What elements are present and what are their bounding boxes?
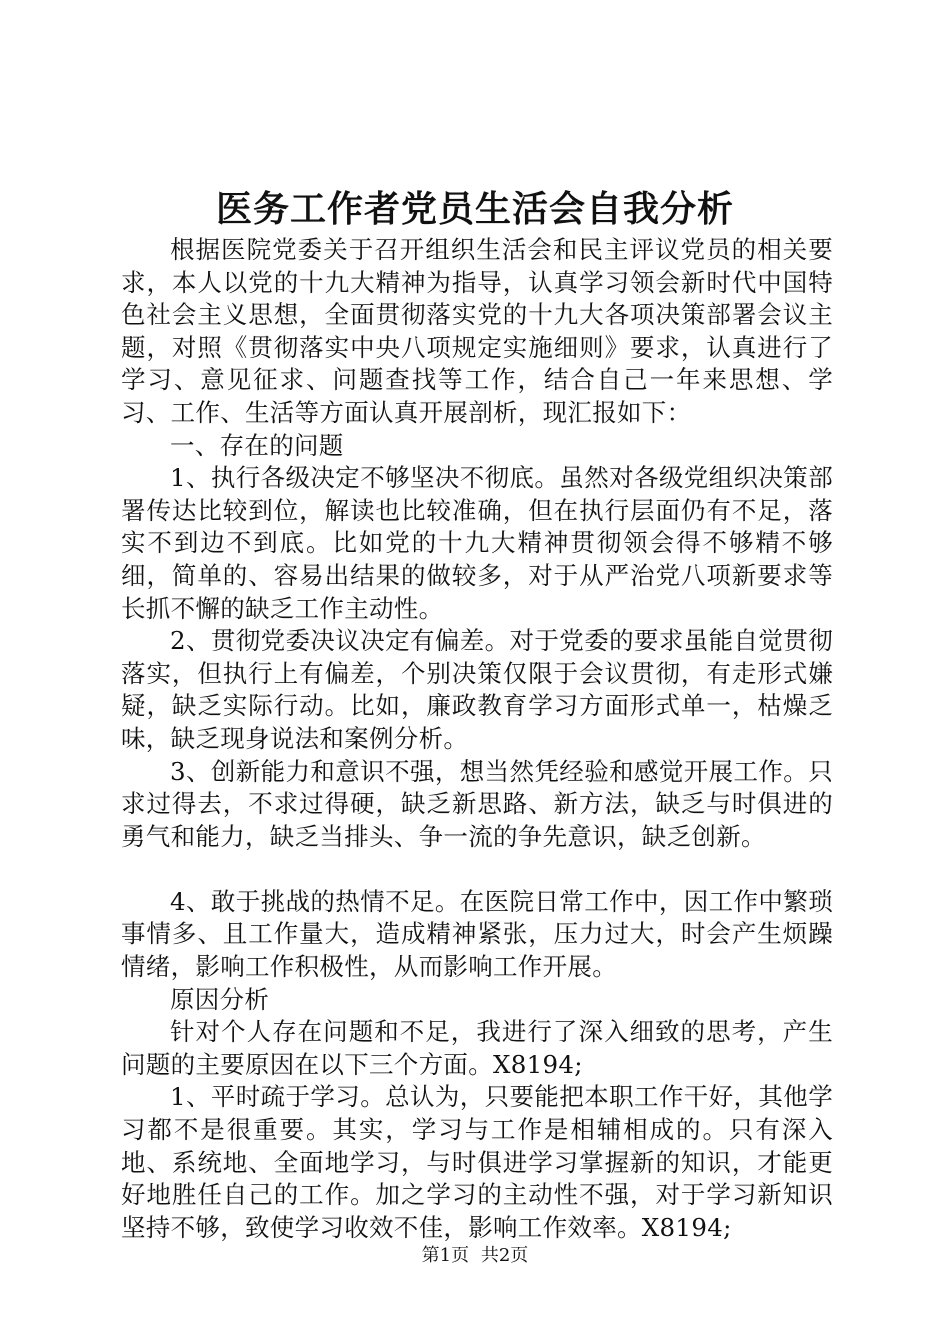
document-title: 医务工作者党员生活会自我分析 — [215, 188, 734, 230]
paragraph-gap — [121, 853, 833, 886]
problem-paragraph-4: 4、敢于挑战的热情不足。在医院日常工作中，因工作中繁琐事情多、且工作量大，造成精神紧张，压力过大，时会产生烦躁情绪，影响工作积极性，从而影响工作开展。 — [121, 886, 833, 982]
problem-paragraph-1: 1、执行各级决定不够坚决不彻底。虽然对各级党组织决策部署传达比较到位，解读也比较准确，但在执行层面仍有不足，落实不到边不到底。比如党的十九大精神贯彻领会得不够精不够细，简单的、容易出结果的做较多，对于从严治党八项新要求等长抓不懈的缺乏工作主动性。 — [121, 463, 833, 623]
intro-paragraph: 根据医院党委关于召开组织生活会和民主评议党员的相关要求，本人以党的十九大精神为指导，认真学习领会新时代中国特色社会主义思想，全面贯彻落实党的十九大各项决策部署会议主题，对照《贯彻落实中央八项规定实施细则》要求，认真进行了学习、意见征求、问题查找等工作，结合自己一年来思想、学习、工作、生活等方面认真开展剖析，现汇报如下： — [121, 235, 833, 427]
section-heading-problems: 一、存在的问题 — [170, 430, 344, 460]
document-body — [121, 234, 833, 1244]
problem-paragraph-2: 2、贯彻党委决议决定有偏差。对于党委的要求虽能自觉贯彻落实，但执行上有偏差，个别决策仅限于会议贯彻，有走形式嫌疑，缺乏实际行动。比如，廉政教育学习方面形式单一，枯燥乏味，缺乏现身说法和案例分析。 — [121, 626, 833, 753]
causes-intro-paragraph: 针对个人存在问题和不足，我进行了深入细致的思考，产生问题的主要原因在以下三个方面。X8194; — [121, 1017, 833, 1079]
cause-paragraph-1: 1、平时疏于学习。总认为，只要能把本职工作干好，其他学习都不是很重要。其实，学习与工作是相辅相成的。只有深入地、系统地、全面地学习，与时俱进学习掌握新的知识，才能更好地胜任自己的工作。加之学习的主动性不强，对于学习新知识坚持不够，致使学习收效不佳，影响工作效率。X8194; — [121, 1082, 833, 1242]
page-footer — [0, 1244, 950, 1268]
page-number: 第1页 — [421, 1245, 470, 1266]
problem-paragraph-3: 3、创新能力和意识不强，想当然凭经验和感觉开展工作。只求过得去，不求过得硬，缺乏新思路、新方法，缺乏与时俱进的勇气和能力，缺乏当排头、争一流的争先意识，缺乏创新。 — [121, 756, 833, 851]
page-total: 共2页 — [480, 1245, 529, 1266]
section-heading-causes: 原因分析 — [170, 984, 270, 1014]
